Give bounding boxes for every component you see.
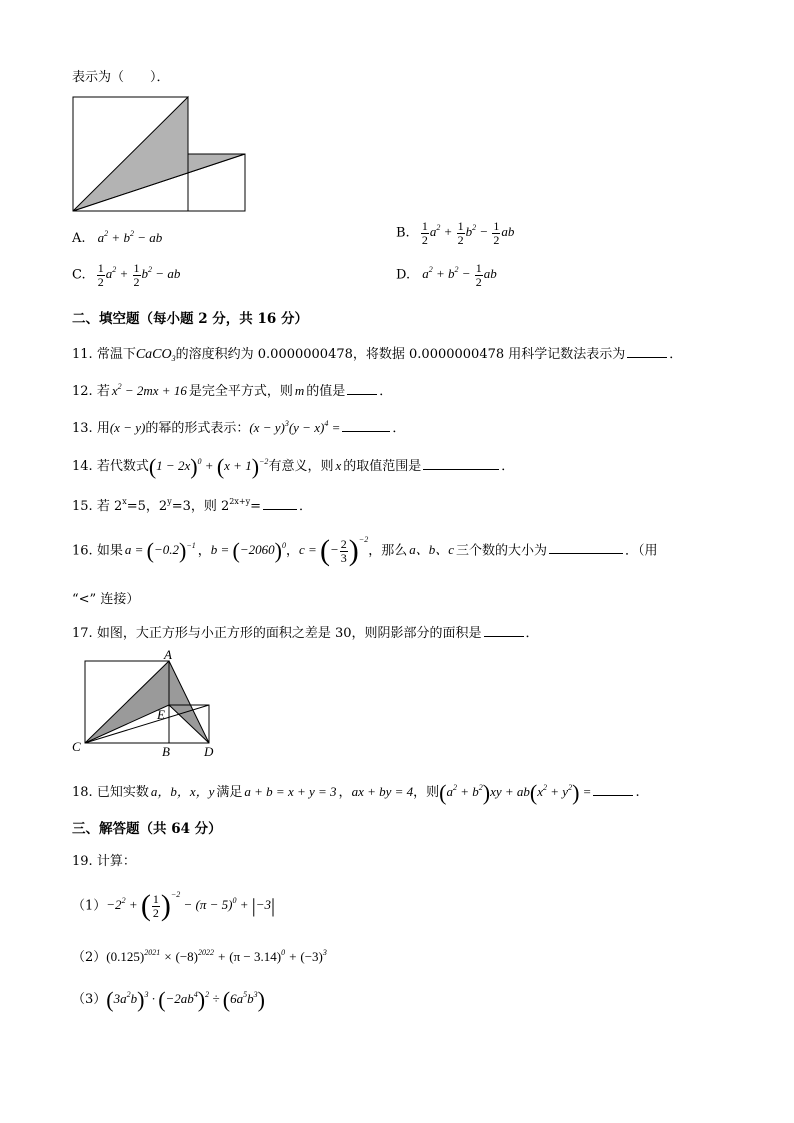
q10-option-c[interactable]: C. $\frac{1}{2}$ $a^2$ + $\frac{1}{2}$ $b^2$ − ab <box>72 261 181 289</box>
section-3-title: 三、解答题（共 64 分） <box>72 821 222 837</box>
q17-label-c: C <box>72 739 81 754</box>
q17-label-e: E <box>157 707 165 722</box>
q18-answer-blank[interactable] <box>593 783 633 796</box>
q19-part-2: $(2)(0.125)^{2021} \times (-8)^{2022} + (\pi - 3.14)^0 + (-3)^3$ <box>72 948 327 965</box>
q11-answer-blank[interactable] <box>627 345 667 358</box>
question-13: 13. 用(x − y)的幂的形式表示：$(x - y)^3(y - x)^4$ = ． <box>72 419 406 436</box>
q16-answer-blank[interactable] <box>549 541 623 554</box>
question-15: 15. 若 $2^x=5$，$2^y=3$，则 $2^{2x+y}=$ ． <box>72 497 313 514</box>
question-19: 19. 计算： <box>72 854 136 869</box>
q17-answer-blank[interactable] <box>484 624 524 637</box>
q17-label-b: B <box>162 744 170 759</box>
q17-figure <box>70 646 230 762</box>
q14-answer-blank[interactable] <box>423 457 499 470</box>
question-18: 18. 已知实数 a，b，x，y 满足 a + b = x + y = 3 ，ax + by = 4，则$(a^2 + b^2)xy + ab(x^2 + y^2)$ = . <box>72 780 640 806</box>
q13-answer-blank[interactable] <box>342 419 390 432</box>
q10-option-b-expr: $\frac{1}{2}$ $a^2$ + $\frac{1}{2}$ $b^2$ − $\frac{1}{2}$ ab <box>421 219 515 247</box>
q10-option-d-expr: $a^2 + b^2$ − $\frac{1}{2}$ ab <box>422 261 497 289</box>
q19-part-3: $(3)(3a^2b)^3 \cdot (-2ab^4)^2 \div (6a^5b^3)$ <box>72 987 265 1013</box>
question-16-line-2: “<” 连接） <box>72 592 140 607</box>
q10-tail: 表示为（ ）． <box>72 70 170 85</box>
section-2-title: 二、填空题（每小题 2 分，共 16 分） <box>72 311 308 327</box>
question-16: 16. 如果 $a = (-0.2)^{-1}$ ，$b = (-2060)^0$，c = (− $\frac{2}{3}$ )$^{-2}$，那么 a、b、c 三个数的大小为 ．（用 <box>72 534 658 568</box>
q10-option-d[interactable]: D. $a^2 + b^2$ − $\frac{1}{2}$ ab <box>396 261 497 289</box>
q19-part-1: $(1)-2^2$ + ( $\frac{1}{2}$ )$^{-2} - (\pi - 5)^0 + |-3|$ <box>72 889 276 923</box>
q17-label-a: A <box>164 647 172 662</box>
q17-label-d: D <box>204 744 214 759</box>
q10-option-b[interactable]: B. $\frac{1}{2}$ $a^2$ + $\frac{1}{2}$ $b^2$ − $\frac{1}{2}$ ab <box>396 219 515 247</box>
question-17: 17. 如图，大正方形与小正方形的面积之差是 30，则阴影部分的面积是 ． <box>72 626 539 641</box>
q15-answer-blank[interactable] <box>263 497 297 510</box>
q10-figure <box>70 94 250 214</box>
q10-option-c-expr: $\frac{1}{2}$ $a^2$ + $\frac{1}{2}$ $b^2$ − ab <box>97 261 181 289</box>
question-14: 14. 若代数式$(1 - 2x)^0 + (x + 1)^{-2}$有意义，则 x 的取值范围是 ． <box>72 454 515 480</box>
question-12: 12. 若 $x^2 - 2mx + 16$ 是完全平方式，则 m 的值是 ． <box>72 382 393 399</box>
q12-answer-blank[interactable] <box>347 382 377 395</box>
q10-option-a-expr: $a^2 + b^2$ − ab <box>97 229 163 245</box>
question-11: 11. 常温下CaCO$_3$的溶度积约为 0.0000000478，将数据 0.0000000478 用科学记数法表示为 ． <box>72 347 683 363</box>
q17-shaded-region <box>85 661 209 743</box>
q10-option-a[interactable]: A. $a^2 + b^2$ − ab <box>72 229 163 246</box>
